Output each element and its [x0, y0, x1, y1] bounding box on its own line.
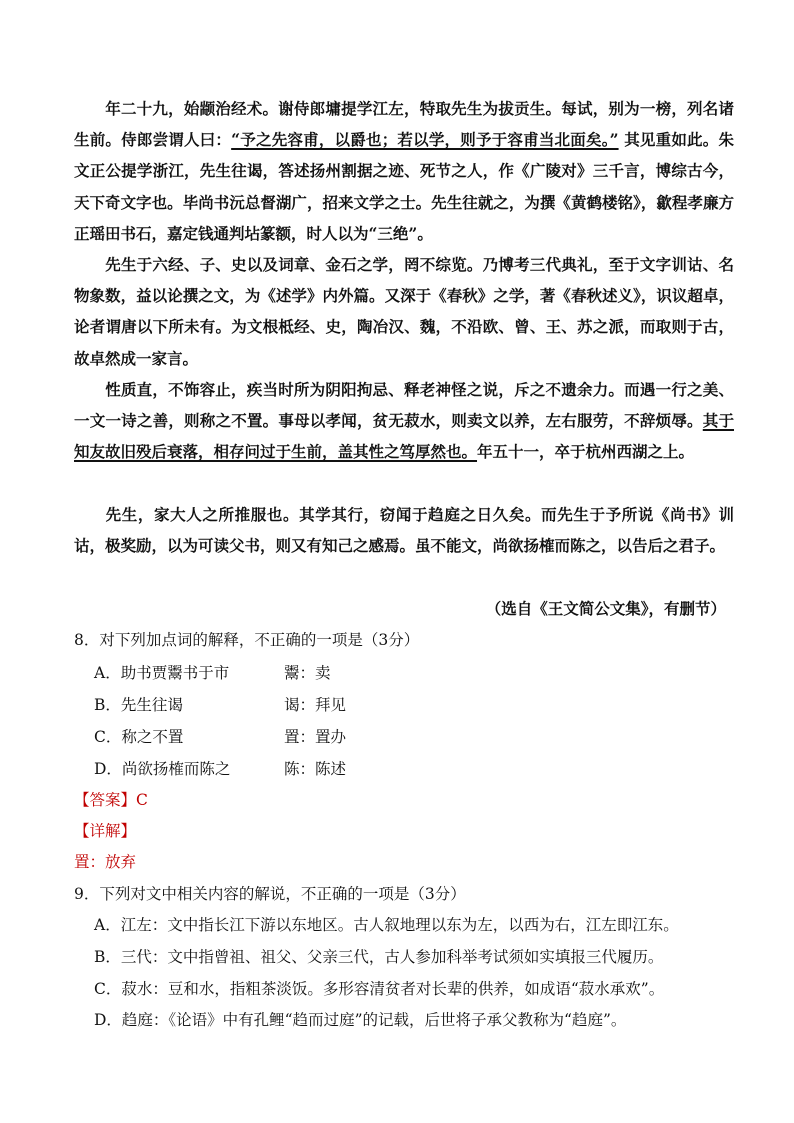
- passage-text: 先生，家大人之所推服也。其学其行，窃闻于趋庭之日久矣。而先生于予所说《尚书》训诂，极奖励，以为可读父书，则又有知己之感焉。虽不能文，尚欲扬榷而陈之，以告后之君子。: [74, 505, 734, 556]
- passage-text: 性质直，不饰容止，疾当时所为阴阳拘忌、释老神怪之说，斥之不遗余力。而遇一行之美、一文一诗之善，则称之不置。事母以孝闻，贫无菽水，则卖文以养，左右服劳，不辞烦辱。: [74, 380, 734, 431]
- question-8-option-a: [94, 661, 331, 683]
- question-9-option-d: D．趋庭：《论语》中有孔鲤“趋而过庭”的记载，后世将子承父教称为“趋庭”。: [94, 1011, 627, 1029]
- underlined-quote: “予之先容甫，以爵也；若以学，则予于容甫当北面矣。”: [231, 130, 619, 150]
- answer-value: C: [136, 791, 148, 809]
- detail-text: 置：放弃: [74, 853, 137, 871]
- passage-text: 先生于六经、子、史以及词章、金石之学，罔不综览。乃博考三代典礼，至于文字训诂、名物象数，益以论撰之文，为《述学》内外篇。又深于《春秋》之学，著《春秋述义》，识议超卓，论者谓唐以下所未有。为文根柢经、史，陶冶汉、魏，不沿欧、曾、王、苏之派，而取则于古，故卓然成一家言。: [74, 255, 734, 368]
- answer-label: 【答案】: [74, 791, 137, 809]
- option-gloss: 置：置办: [284, 728, 347, 746]
- passage-paragraph-2: [74, 249, 734, 374]
- question-9-option-a: A．江左：文中指长江下游以东地区。古人叙地理以东为左，以西为右，江左即江东。: [94, 916, 679, 934]
- option-gloss: 陈：陈述: [284, 760, 347, 778]
- answer-line: [74, 788, 148, 810]
- option-text: A．助书贾鬻书于市: [94, 664, 230, 682]
- option-text: C．称之不置: [94, 728, 184, 746]
- option-gloss: 鬻：卖: [284, 664, 331, 682]
- underlined-sentence: 其于知友故旧殁后衰落，相存问过于生前，盖其性之笃厚然也。: [74, 411, 734, 462]
- passage-text: 其见重如此。朱文正公提学浙江，先生往谒，答述扬州割据之迹、死节之人，作《广陵对》三千言，博综古今，天下奇文字也。毕尚书沅总督湖广，招来文学之士。先生往就之，为撰《黄鹤楼铭》，歙程孝廉方正瑶田书石，嘉定钱通判坫篆额，时人以为“三绝”。: [74, 130, 734, 243]
- detail-label: 【详解】: [74, 822, 137, 840]
- option-text: D．尚欲扬榷而陈之: [94, 760, 231, 778]
- passage-text: 年二十九，始颛治经术。谢侍郎墉提学江左，特取先生为拔贡生。每试，别为一榜，列名诸生前。侍郎尝谓人曰：: [74, 99, 734, 150]
- question-8-option-c: [94, 725, 346, 747]
- question-8-stem: 8．对下列加点词的解释，不正确的一项是（3分）: [74, 631, 420, 649]
- source-citation: （选自《王文简公文集》，有删节）: [485, 599, 726, 618]
- question-8-option-b: [94, 693, 346, 715]
- question-8-option-d: [94, 757, 346, 779]
- passage-paragraph-3: [74, 374, 734, 468]
- question-9-option-c: C．菽水：豆和水，指粗茶淡饭。多形容清贫者对长辈的供养，如成语“菽水承欢”。: [94, 980, 665, 998]
- passage-text: 年五十一，卒于杭州西湖之上。: [477, 442, 695, 462]
- passage-paragraph-1: [74, 93, 734, 249]
- option-text: B．先生往谒: [94, 696, 183, 714]
- question-9-option-b: B．三代：文中指曾祖、祖父、父亲三代，古人参加科举考试须如实填报三代履历。: [94, 948, 664, 966]
- passage-paragraph-4: [74, 499, 734, 561]
- option-gloss: 谒：拜见: [284, 696, 347, 714]
- question-9-stem: 9．下列对文中相关内容的解说，不正确的一项是（3分）: [74, 885, 466, 903]
